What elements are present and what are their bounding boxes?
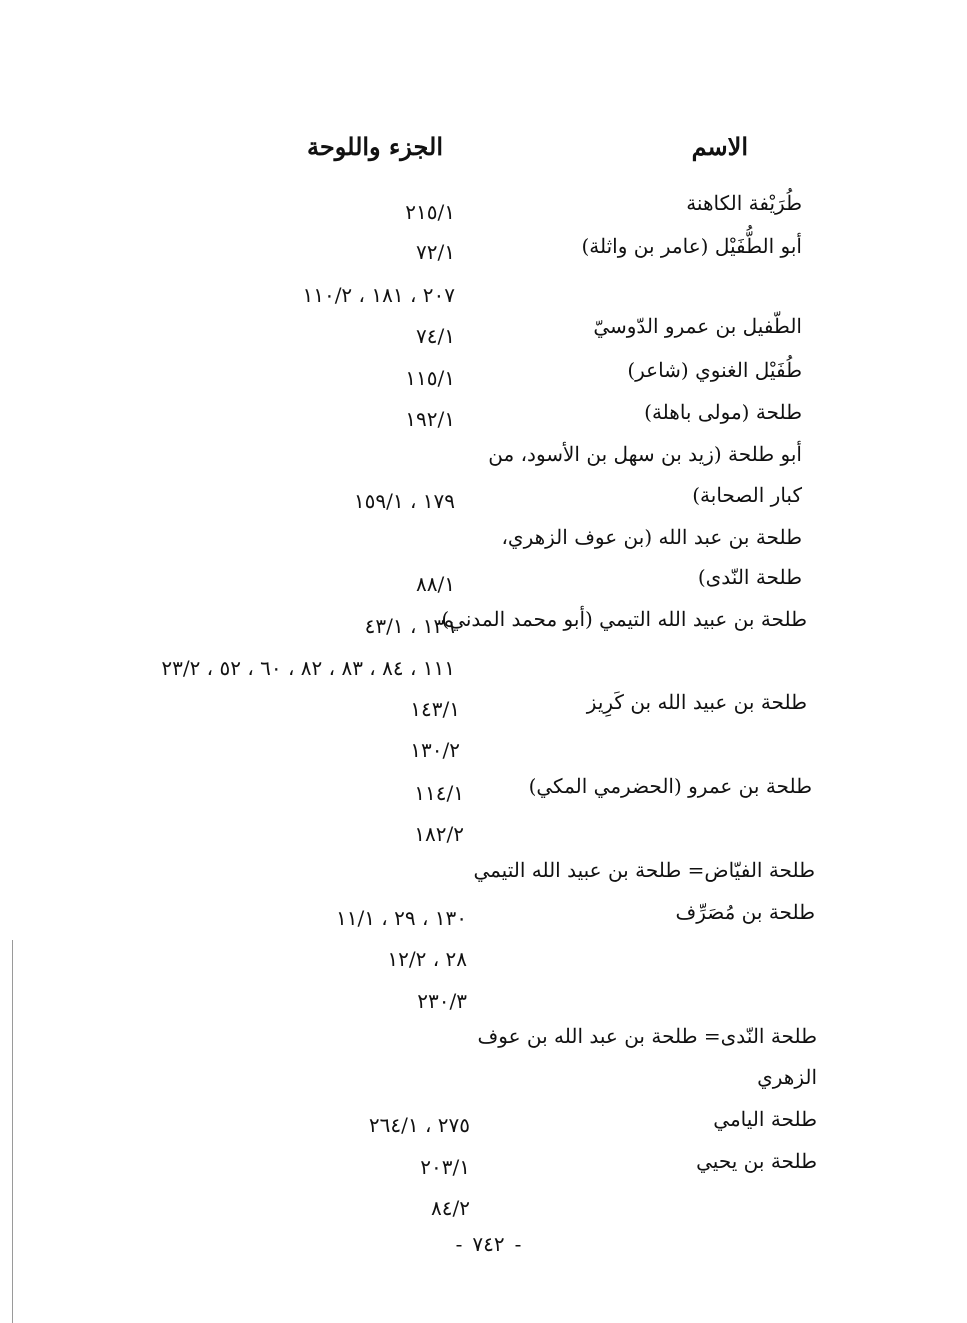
index-entry-reference: ١٣٩ ، ٤٣/١ [364,614,455,638]
index-entry-reference: ١٤٣/١ [410,697,460,721]
index-entry-reference: ١٩٢/١ [405,407,455,431]
index-entry-name: طلحة بن مُصَرِّف [675,900,815,924]
index-entry-reference: ٢٧٥ ، ٢٦٤/١ [368,1113,470,1137]
index-entry-reference: ١٧٩ ، ١٥٩/١ [353,489,455,513]
index-entry-name: طلحة النّدى= طلحة بن عبد الله بن عوف [477,1024,817,1048]
index-entry-reference: ٢٠٧ ، ١٨١ ، ١١٠/٢ [302,283,455,307]
page-edge-line [12,940,13,1323]
index-entry-reference: ٢٨ ، ١٢/٢ [387,947,467,971]
index-entry-reference: ٢٠٣/١ [420,1155,470,1179]
index-entry-reference: ١١٤/١ [414,781,464,805]
index-entry-name: أبو الطُّفَيْل (عامر بن واثلة) [581,234,802,258]
index-entry-reference: ١١١ ، ٨٤ ، ٨٣ ، ٨٢ ، ٦٠ ، ٥٢ ، ٢٣/٢ [161,656,455,680]
index-entry-reference: ٢٣٠/٣ [417,989,467,1013]
index-entry-reference: ٨٤/٢ [431,1196,470,1220]
index-entry-name: طلحة بن عبيد الله بن كَرِيز [586,690,807,714]
index-entry-reference: ٢١٥/١ [405,200,455,224]
index-entry-name: طُرَيْفة الكاهنة [686,191,802,215]
index-entry-name: طلحة الفيّاض= طلحة بن عبيد الله التيمي [473,858,815,882]
index-entry-name: أبو طلحة (زيد بن سهل بن الأسود، من [488,442,802,466]
footer-dash-right: - [514,1232,522,1256]
page-number: ٧٤٢ [472,1232,505,1256]
index-entry-reference: ١١٥/١ [405,366,455,390]
page-footer [0,1232,967,1256]
index-entry-reference: ١٣٠ ، ٢٩ ، ١١/١ [335,906,467,930]
index-entry-name: طلحة النّدى) [697,565,802,589]
index-entry-name: كبار الصحابة) [692,483,802,507]
index-entry-name: طلحة اليامي [713,1107,817,1131]
column-header-reference: الجزء واللوحة [307,132,443,161]
index-entry-name: طلحة بن يحيي [696,1149,817,1173]
index-entry-name: طلحة بن عبد الله (بن عوف الزهري، [501,525,802,549]
index-entry-name: طلحة (مولى باهلة) [644,400,802,424]
index-entry-name: طلحة بن عبيد الله التيمي (أبو محمد المدني) [441,607,807,631]
index-entry-reference: ٨٨/١ [416,572,455,596]
index-entry-reference: ١٣٠/٢ [410,738,460,762]
footer-dash-left: - [455,1232,463,1256]
column-header-name: الاسم [691,132,748,161]
index-entry-reference: ٧٢/١ [416,240,455,264]
index-entry-reference: ١٨٢/٢ [414,822,464,846]
index-entry-reference: ٧٤/١ [416,324,455,348]
index-entry-name: طلحة بن عمرو (الحضرمي المكي) [528,774,812,798]
index-entry-name: الطّفيل بن عمرو الدّوسيّ [593,314,802,338]
index-entry-name: طُفَيْل الغنوي (شاعر) [627,358,802,382]
index-entry-name: الزهري [757,1065,817,1089]
